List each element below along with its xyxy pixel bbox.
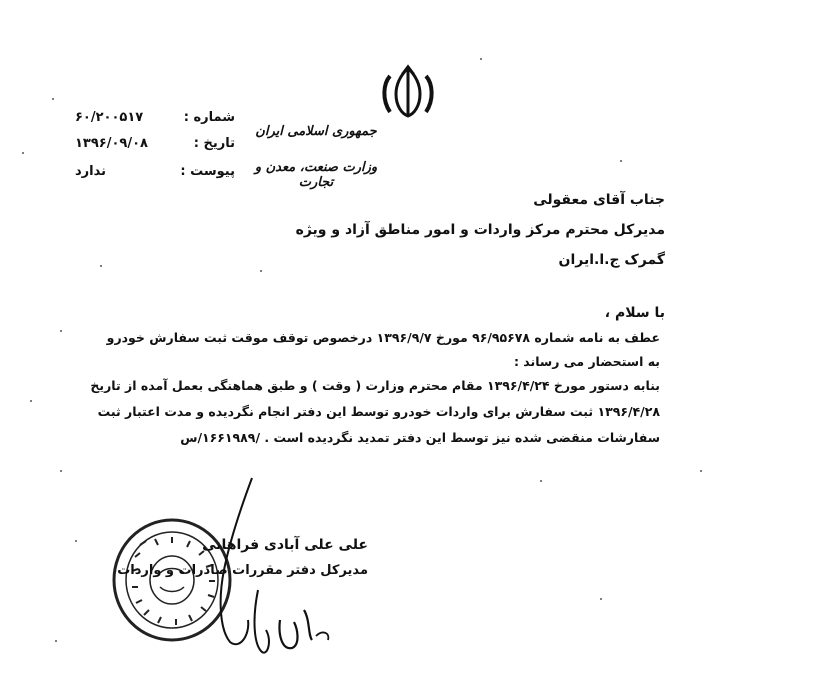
scan-speck <box>55 640 57 642</box>
scan-speck <box>540 480 542 482</box>
scan-speck <box>100 265 102 267</box>
greeting: با سلام ، <box>604 305 665 321</box>
scan-speck <box>260 270 262 272</box>
recipient-organization: گمرک ج.ا.ایران <box>558 252 665 268</box>
letter-number-row <box>75 110 235 125</box>
scan-speck <box>600 598 602 600</box>
scan-speck <box>30 400 32 402</box>
scan-speck <box>52 98 54 100</box>
scan-speck <box>480 58 482 60</box>
recipient-name: جناب آقای معقولی <box>533 192 665 208</box>
ministry-name-line1: جمهوری اسلامی ایران <box>255 124 377 139</box>
scan-speck <box>60 470 62 472</box>
letter-date-row <box>75 136 235 151</box>
letter-attachment-row <box>75 164 235 179</box>
scan-speck <box>60 330 62 332</box>
body-line: ۱۳۹۶/۴/۲۸ ثبت سفارش برای واردات خودرو توسط این دفتر انجام نگردیده و مدت اعتبار ثبت <box>97 404 660 419</box>
body-line: سفارشات منقضی شده نیز توسط این دفتر تمدید نگردیده است . /۱۶۶۱۹۸۹/س <box>180 430 660 445</box>
signer-name: علی علی آبادی فراهانی <box>202 537 368 553</box>
body-line: به استحضار می رساند : <box>513 354 660 369</box>
letter-attachment-label: پیوست : <box>180 164 235 179</box>
letter-date-value: ۱۳۹۶/۰۹/۰۸ <box>75 136 148 151</box>
scan-speck <box>22 152 24 154</box>
letter-attachment-value: ندارد <box>75 164 107 179</box>
recipient-title: مدیرکل محترم مرکز واردات و امور مناطق آزاد و ویژه <box>295 222 665 238</box>
scan-speck <box>620 160 622 162</box>
ministry-name-line2: وزارت صنعت، معدن و تجارت <box>254 160 378 190</box>
scan-speck <box>75 540 77 542</box>
body-line: بنابه دستور مورخ ۱۳۹۶/۴/۲۴ مقام محترم وزارت ( وقت ) و طبق هماهنگی بعمل آمده از تاریخ <box>90 378 660 393</box>
letter-number-label: شماره : <box>183 110 235 125</box>
letter-number-value: ۶۰/۲۰۰۵۱۷ <box>75 110 144 125</box>
iran-emblem-icon <box>378 62 438 120</box>
signer-title: مدیرکل دفتر مقررات صادرات و واردات <box>117 563 368 578</box>
letter-date-label: تاریخ : <box>193 136 235 151</box>
scan-speck <box>700 470 702 472</box>
body-line: عطف به نامه شماره ۹۶/۹۵۶۷۸ مورخ ۱۳۹۶/۹/۷ درخصوص توقف موقت ثبت سفارش خودرو <box>106 330 660 345</box>
